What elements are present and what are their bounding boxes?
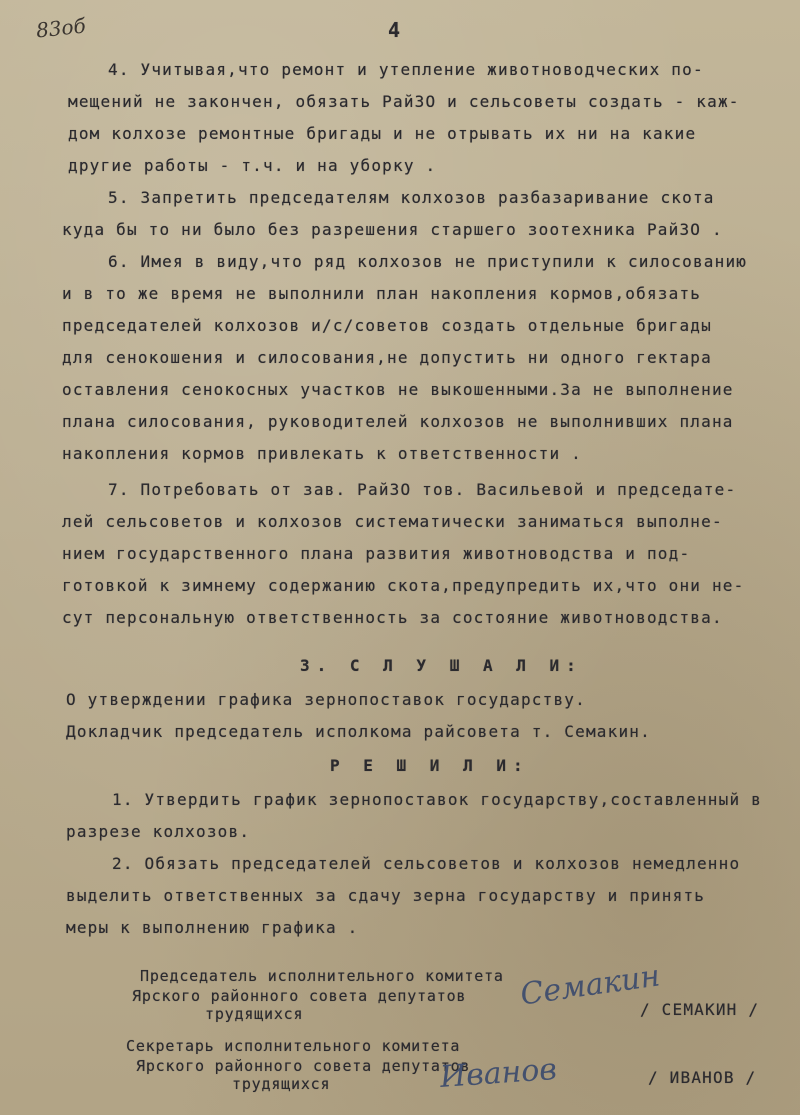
- archive-folio-mark: 83об: [34, 13, 87, 43]
- body-line: 7. Потребовать от зав. РайЗО тов. Васильевой и председате-: [108, 480, 737, 499]
- decision-line: меры к выполнению графика .: [66, 918, 359, 937]
- body-line: 6. Имея в виду,что ряд колхозов не приступили к силосованию: [108, 252, 748, 271]
- signatory-name: / ИВАНОВ /: [648, 1068, 757, 1087]
- signatory-title: Ярского районного совета депутатов: [136, 1057, 471, 1075]
- body-line: куда бы то ни было без разрешения старшего зоотехника РайЗО .: [62, 220, 723, 239]
- body-line: лей сельсоветов и колхозов систематически заниматься выполне-: [62, 512, 723, 531]
- decision-line: 2. Обязать председателей сельсоветов и колхозов немедленно: [112, 854, 741, 873]
- body-line: мещений не закончен, обязать РайЗО и сельсоветы создать - каж-: [68, 92, 740, 111]
- body-line: дом колхозе ремонтные бригады и не отрывать их ни на какие: [68, 124, 697, 143]
- body-line: накопления кормов привлекать к ответственности .: [62, 444, 582, 463]
- decision-line: выделить ответственных за сдачу зерна государству и принять: [66, 886, 706, 905]
- decision-line: разрезе колхозов.: [66, 822, 251, 841]
- body-line: и в то же время не выполнили план накопления кормов,обязать: [62, 284, 702, 303]
- signatory-title: трудящихся: [205, 1005, 304, 1023]
- body-line: 4. Учитывая,что ремонт и утепление животноводческих по-: [108, 60, 704, 79]
- handwritten-signature: Иванов: [438, 1051, 558, 1096]
- section-topic: О утверждении графика зернопоставок государству.: [66, 690, 586, 709]
- body-line: 5. Запретить председателям колхозов разбазаривание скота: [108, 188, 715, 207]
- body-line: председателей колхозов и/с/советов создать отдельные бригады: [62, 316, 712, 335]
- body-line: нием государственного плана развития животноводства и под-: [62, 544, 691, 563]
- signatory-title: трудящихся: [232, 1075, 331, 1093]
- signatory-title: Ярского районного совета депутатов: [132, 987, 467, 1005]
- body-line: для сенокошения и силосования,не допустить ни одного гектара: [62, 348, 712, 367]
- signatory-title: Председатель исполнительного комитета: [140, 967, 504, 985]
- handwritten-signature: Семакин: [518, 958, 663, 1013]
- body-line: сут персональную ответственность за состояние животноводства.: [62, 608, 723, 627]
- body-line: другие работы - т.ч. и на уборку .: [68, 156, 437, 175]
- body-line: плана силосования, руководителей колхозов не выполнивших плана: [62, 412, 734, 431]
- section-heading: 3. С Л У Ш А Л И:: [300, 656, 583, 675]
- section-speaker: Докладчик председатель исполкома райсовета т. Семакин.: [66, 722, 651, 741]
- decision-heading: Р Е Ш И Л И:: [330, 756, 530, 775]
- body-line: готовкой к зимнему содержанию скота,предупредить их,что они не-: [62, 576, 745, 595]
- signatory-name: / СЕМАКИН /: [640, 1000, 760, 1019]
- body-line: оставления сенокосных участков не выкошенными.За не выполнение: [62, 380, 734, 399]
- decision-line: 1. Утвердить график зернопоставок государству,составленный в: [112, 790, 762, 809]
- signatory-title: Секретарь исполнительного комитета: [126, 1037, 461, 1055]
- page-number: 4: [388, 18, 402, 42]
